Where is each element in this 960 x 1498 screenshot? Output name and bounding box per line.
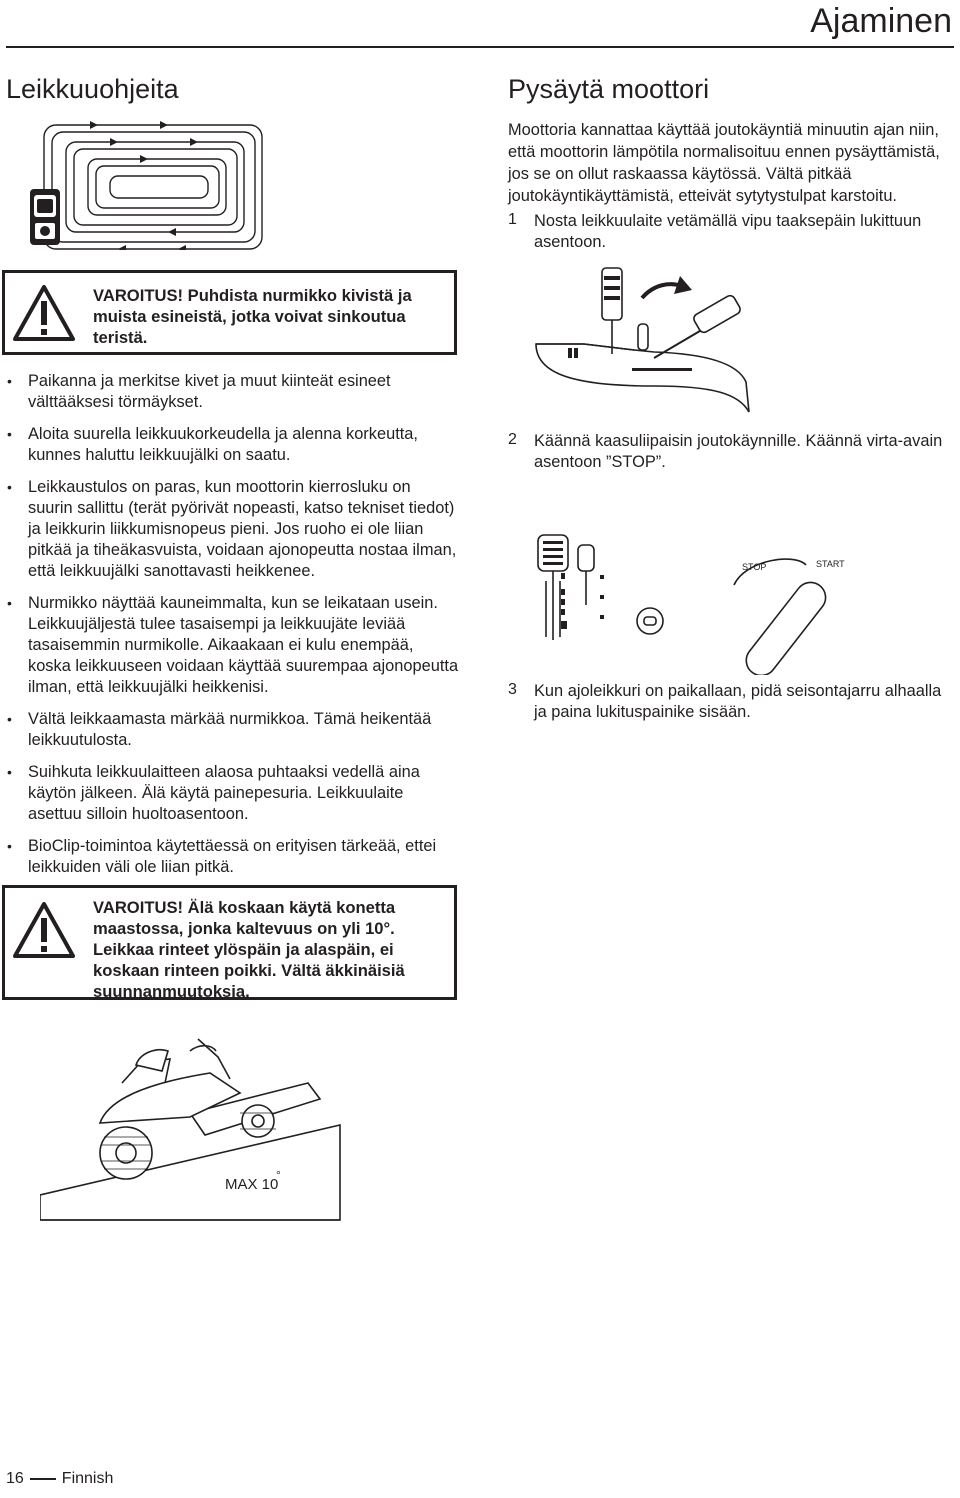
cutting-tips-list xyxy=(4,371,459,878)
list-item: • Paikanna ja merkitse kivet ja muut kiinteät esineet välttääksesi törmäykset. xyxy=(4,371,459,413)
slope-degree-symbol: ° xyxy=(276,1168,281,1182)
list-item: • BioClip-toimintoa käytettäessä on erityisen tärkeää, ettei leikkuiden väli ole liian pitkä. xyxy=(4,836,459,878)
step-number: 2 xyxy=(508,431,517,448)
step-text: Kun ajoleikkuri on paikallaan, pidä seisontajarru alhaalla ja paina lukituspainike sisään. xyxy=(534,682,942,721)
slope-mower-illustration xyxy=(40,1025,360,1225)
step-text: Nosta leikkuulaite vetämällä vipu taaksepäin lukittuun asentoon. xyxy=(534,212,922,251)
list-item: • Suihkuta leikkuulaitteen alaosa puhtaaksi vedellä aina käytön jälkeen. Älä käytä painepesuria. Leikkuulaite asettuu silloin huoltoasentoon. xyxy=(4,762,459,825)
warning-triangle-icon xyxy=(13,902,75,958)
step-number: 1 xyxy=(508,211,517,228)
mowing-pattern-diagram xyxy=(28,115,268,250)
warning-text-stones: VAROITUS! Puhdista nurmikko kivistä ja muista esineistä, jotka voivat sinkoutua teristä. xyxy=(93,286,412,347)
list-item: • Nurmikko näyttää kauneimmalta, kun se leikataan usein. Leikkuujäljestä tulee tasaisempi ja leikkuujäte leviää tasaisemmin nurmikolle. Aikaakaan ei kulu enempää, koska leikkuuseen voidaan käyttää suurempaa ajonopeutta ilman, että leikkuujälki heikkenisi. xyxy=(4,593,459,698)
key-start-label: START xyxy=(816,559,845,569)
section-heading-cutting: Leikkuuohjeita xyxy=(6,74,179,104)
step-number: 3 xyxy=(508,681,517,698)
stop-engine-intro: Moottoria kannattaa käyttää joutokäyntiä minuutin ajan niin, että moottorin lämpötila normalisoituu ennen pysäyttämistä, jos se on ollut raskaassa käytössä. Vältä pitkää joutokäyntikäyttämistä, etteivät sytytystulpat karstoitu. xyxy=(508,121,940,205)
footer-language: Finnish xyxy=(61,1470,114,1487)
footer-dash xyxy=(30,1478,56,1480)
list-item: • Leikkaustulos on paras, kun moottorin kierrosluku on suurin sallittu (terät pyörivät nopeasti, katso tekniset tiedot) ja leikkurin liikkumisnopeus pieni. Jos ruoho ei ole liian pitkää ja tiheäkasvuista, voidaan ajonopeutta nostaa ilman, että leikkuujälki sanottavasti heikkenee. xyxy=(4,477,459,582)
header-rule xyxy=(6,46,954,48)
page-title: Ajaminen xyxy=(810,2,952,40)
throttle-and-key-illustration xyxy=(534,525,864,675)
warning-triangle-icon xyxy=(13,285,75,341)
page-footer xyxy=(6,1470,113,1488)
step-3 xyxy=(508,681,956,723)
step-2 xyxy=(508,431,956,473)
step-1 xyxy=(508,211,956,253)
key-stop-label: STOP xyxy=(742,562,767,572)
warning-text-slope: VAROITUS! Älä koskaan käytä konetta maastossa, jonka kaltevuus on yli 10°. Leikkaa rinteet ylöspäin ja alaspäin, ei koskaan rinteen poikki. Vältä äkkinäisiä suunnanmuutoksia. xyxy=(93,898,405,1001)
warning-box-slope xyxy=(2,885,457,1000)
slope-max-label: MAX 10 xyxy=(225,1176,279,1193)
list-item: • Aloita suurella leikkuukorkeudella ja alenna korkeutta, kunnes haluttu leikkuujälki on saatu. xyxy=(4,424,459,466)
warning-box-stones xyxy=(2,270,457,355)
deck-lift-lever-illustration xyxy=(534,262,769,420)
section-heading-stop-engine: Pysäytä moottori xyxy=(508,74,710,104)
list-item: • Vältä leikkaamasta märkää nurmikkoa. Tämä heikentää leikkuutulosta. xyxy=(4,709,459,751)
page-number: 16 xyxy=(6,1470,24,1487)
step-text: Käännä kaasuliipaisin joutokäynnille. Käännä virta-avain asentoon ”STOP”. xyxy=(534,432,943,471)
mower-top-icon xyxy=(30,189,60,245)
